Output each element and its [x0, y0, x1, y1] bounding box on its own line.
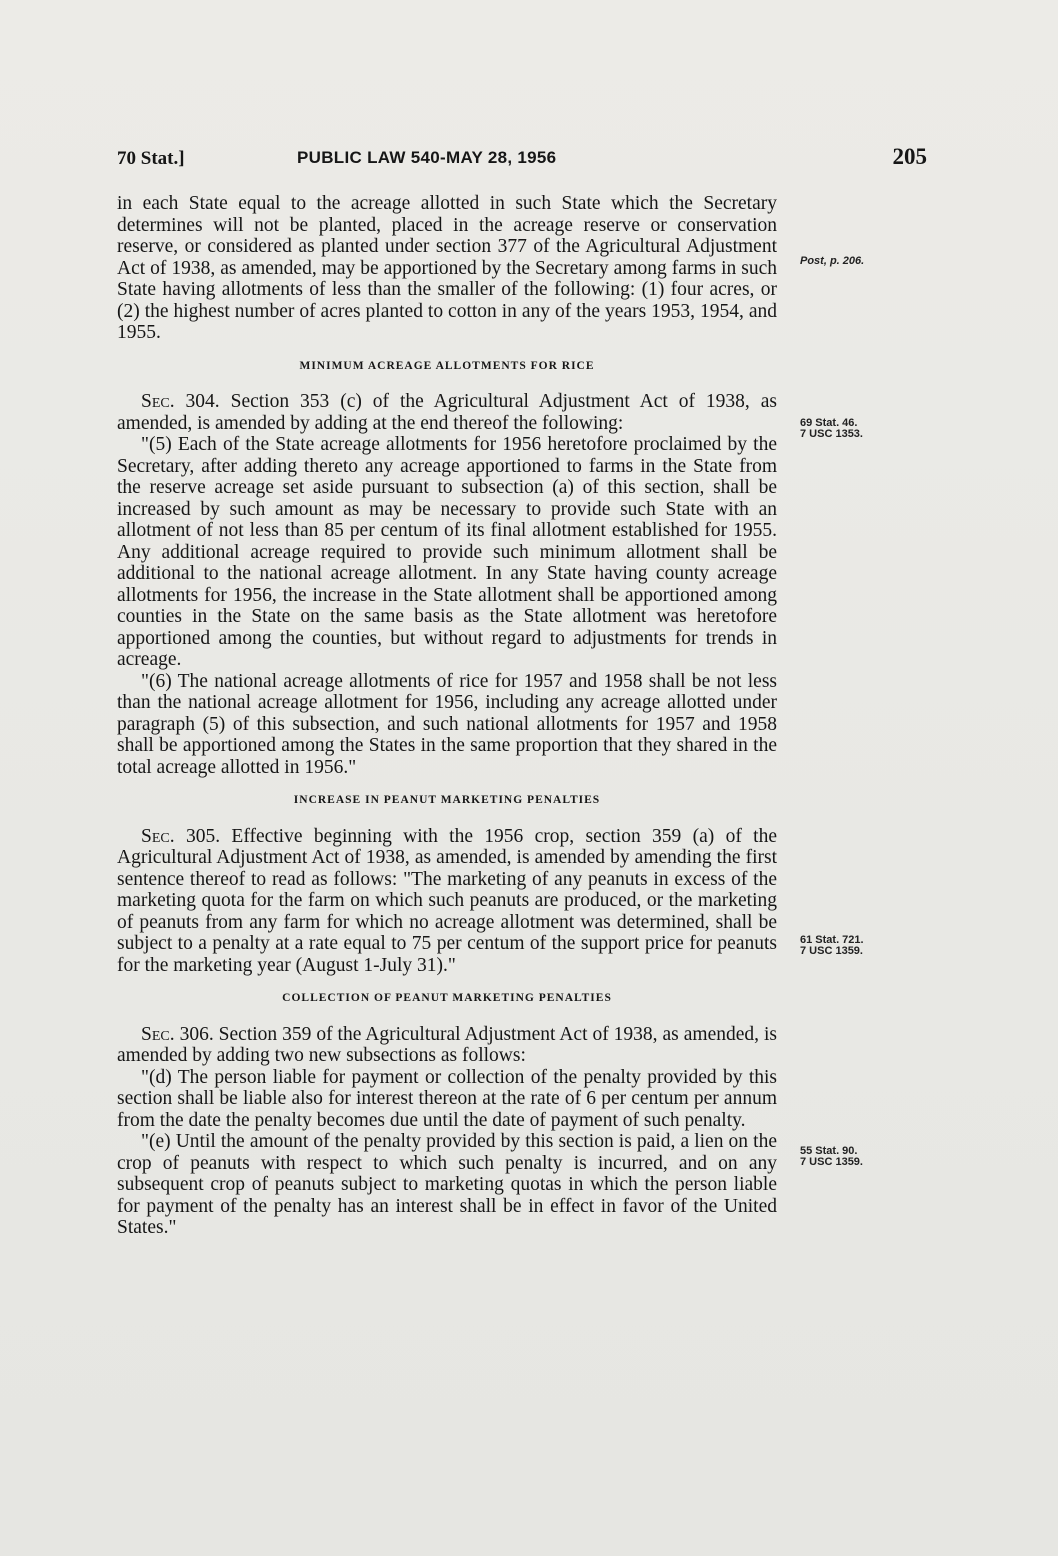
- margin-note-61-stat: 61 Stat. 721. 7 USC 1359.: [800, 934, 864, 957]
- section-305-text: Effective beginning with the 1956 crop, section 359 (a) of the Agricultural Adjustment Act of 1938, as amended, is amended by amending the first sentence thereof to read as follows: "The marketing of any peanuts in excess of the marketing quota for the farm on which such peanuts are produced, or the marketing of peanuts from any farm for which no acreage allotment was determined, shall be subject to a penalty at a rate equal to 75 per centum of the support price for peanuts for the marketing year (August 1-July 31).": [117, 825, 777, 976]
- section-304-text: Section 353 (c) of the Agricultural Adjustment Act of 1938, as amended, is amended by adding at the end thereof the following:: [117, 391, 777, 434]
- section-305-label: Sec. 305.: [141, 825, 221, 847]
- margin-note-69-stat: 69 Stat. 46. 7 USC 1353.: [800, 417, 863, 440]
- intro-paragraph: in each State equal to the acreage allotted in such State which the Secretary determines will not be planted, placed in the acreage reserve or conservation reserve, or considered as planted under section 377 of the Agricultural Adjustment Act of 1938, as amended, may be apportioned by the Secretary among farms in such State having allotments of less than the smaller of the following: (1) four acres, or (2) the highest number of acres planted to cotton in any of the years 1953, 1954, and 1955.: [117, 193, 777, 343]
- section-heading-collection: COLLECTION OF PEANUT MARKETING PENALTIES: [282, 992, 612, 1004]
- section-306: [117, 1024, 777, 1067]
- margin-note-post: Post, p. 206.: [800, 255, 865, 267]
- law-title: PUBLIC LAW 540-MAY 28, 1956: [297, 148, 557, 167]
- section-306-label: Sec. 306.: [141, 1023, 214, 1045]
- section-304-label: Sec. 304.: [141, 391, 220, 412]
- paragraph-5: "(5) Each of the State acreage allotments for 1956 heretofore proclaimed by the Secretary, after adding thereto any acreage apportioned to farms in the State from the reserve acreage set aside pursuant to subsection (a) of this section, shall be increased by such amount as may be necessary to provide such State with an allotment of not less than 85 per centum of its final allotment established for 1955. Any additional acreage required to provide such minimum allotment shall be additional to the national acreage allotment. In any State having county acreage allotments for 1956, the increase in the State allotment shall be apportioned among counties in the State on the same basis as the State allotment was heretofore apportioned among the counties, but without regard to adjustments for trends in acreage.: [117, 434, 777, 670]
- page-header: [117, 144, 927, 178]
- paragraph-6: "(6) The national acreage allotments of rice for 1957 and 1958 shall be not less than the national acreage allotment for 1956, including any acreage allotted under paragraph (5) of this subsection, and such national allotments for 1957 and 1958 shall be apportioned among the States in the same proportion that they shared in the total acreage allotted in 1956.": [117, 670, 777, 778]
- page-number: 205: [892, 144, 927, 169]
- volume-reference: 70 Stat.]: [117, 148, 185, 169]
- body-text: [117, 193, 777, 1239]
- section-304: [117, 391, 777, 434]
- paragraph-e: "(e) Until the amount of the penalty provided by this section is paid, a lien on the crop of peanuts with respect to which such penalty is incurred, and on any subsequent crop of peanuts subject to marketing quotas in which the person liable for payment of the penalty has an interest shall be in effect in favor of the United States.": [117, 1131, 777, 1238]
- section-heading-peanut-penalties: INCREASE IN PEANUT MARKETING PENALTIES: [293, 794, 601, 806]
- paragraph-d: "(d) The person liable for payment or collection of the penalty provided by this section shall be liable also for interest thereon at the rate of 6 per centum per annum from the date the penalty becomes due until the date of payment of such penalty.: [117, 1066, 777, 1131]
- section-305: [117, 826, 777, 977]
- section-306-text: Section 359 of the Agricultural Adjustment Act of 1938, as amended, is amended by adding two new subsections as follows:: [117, 1023, 777, 1066]
- section-heading-rice: MINIMUM ACREAGE ALLOTMENTS FOR RICE: [299, 359, 595, 372]
- margin-note-55-stat: 55 Stat. 90. 7 USC 1359.: [800, 1145, 863, 1168]
